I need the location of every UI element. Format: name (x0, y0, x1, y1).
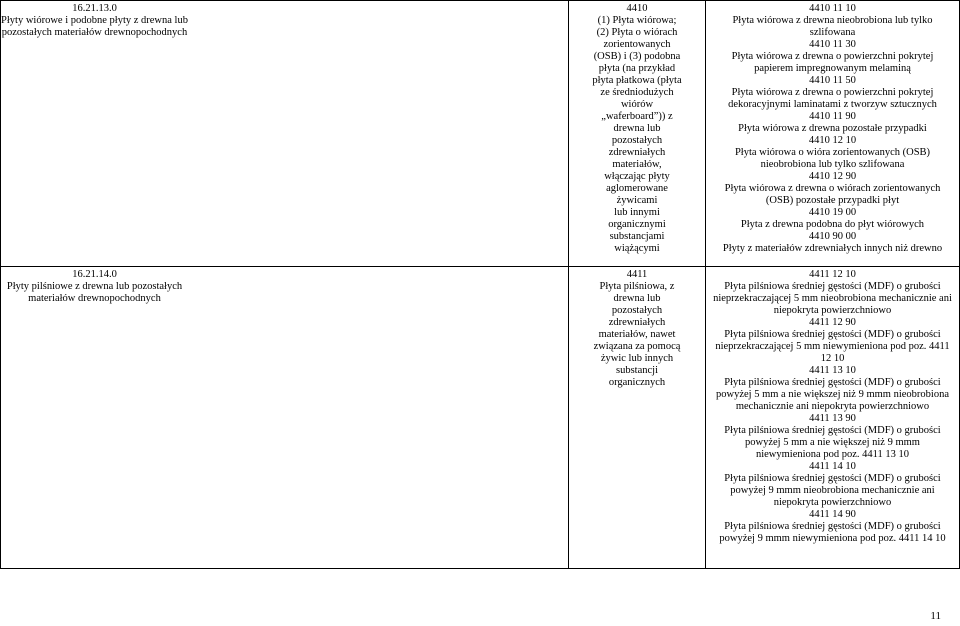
cell-line: papierem impregnowanym melaminą (754, 63, 911, 74)
cell-line: 4410 12 10 (808, 135, 857, 146)
table-row (1, 267, 960, 569)
cell-line: materiałów, (612, 159, 662, 170)
cell-line: płyta (na przykład (598, 63, 676, 74)
cell-line: 4410 11 30 (809, 39, 856, 50)
cell-line: Płyta wiórowa z drewna pozostałe przypadki (738, 123, 927, 134)
cell-line: 16.21.14.0 (72, 269, 117, 280)
cell-line: drewna lub (613, 293, 661, 304)
cell-line: 4411 13 10 (809, 365, 856, 376)
cell-line: 4410 90 00 (808, 231, 857, 242)
cn-code-cell (569, 1, 706, 267)
cell-line: powyżej 5 mm a nie większej niż 9 mmm nieobrobiona (716, 389, 949, 400)
cell-line: 4410 (626, 3, 648, 14)
cell-line: 12 10 (820, 353, 845, 364)
cell-line: 4411 (626, 269, 648, 280)
cell-line: Płyty z materiałów zdrewniałych innych niż drewno (722, 243, 943, 254)
cn-subcodes-cell (706, 1, 960, 267)
cell-line: (1) Płyta wiórowa; (597, 15, 677, 26)
pkwiu-cell (1, 267, 569, 569)
cell-line: związana za pomocą (593, 341, 681, 352)
cell-line: Płyta wiórowa z drewna nieobrobiona lub tylko (732, 15, 933, 26)
cell-line: materiałów drewnopochodnych (28, 293, 161, 304)
cell-line: 4411 14 10 (809, 461, 856, 472)
cell-line: Płyta pilśniowa, z (599, 281, 675, 292)
cell-line: drewna lub (613, 123, 661, 134)
cell-line: lub innymi (614, 207, 660, 218)
cell-line: wiórów (620, 99, 654, 110)
cell-line: wiążącymi (614, 243, 660, 254)
cell-line: Płyta pilśniowa średniej gęstości (MDF) o grubości (724, 473, 941, 484)
pkwiu-cell (1, 1, 569, 267)
cell-line: powyżej 9 mmm nieobrobiona mechanicznie ani (730, 485, 935, 496)
cell-line: substancji (616, 365, 658, 376)
cell-line: 4410 19 00 (808, 207, 857, 218)
cell-line: nieobrobiona lub tylko szlifowana (760, 159, 905, 170)
cell-line: Płyta wiórowa z drewna o powierzchni pokrytej (731, 51, 934, 62)
cell-line: 4410 12 90 (808, 171, 857, 182)
cell-line: substancjami (609, 231, 665, 242)
cn-code-cell (569, 267, 706, 569)
cell-line: 4410 11 90 (809, 111, 856, 122)
cell-line: materiałów, nawet (598, 329, 676, 340)
cell-line: Płyta pilśniowa średniej gęstości (MDF) o grubości (724, 329, 941, 340)
cell-line: aglomerowane (606, 183, 668, 194)
cell-line: żywicami (616, 195, 658, 206)
cell-line: niewymieniona pod poz. 4411 13 10 (755, 449, 909, 460)
cell-line: organicznych (608, 377, 666, 388)
cell-line: dekoracyjnymi laminatami z tworzyw sztucznych (728, 99, 937, 110)
cell-line: 4410 11 50 (809, 75, 856, 86)
cell-line: pozostałych materiałów drewnopochodnych (1, 27, 188, 38)
cn-subcodes-cell (706, 267, 960, 569)
table-row (1, 1, 960, 267)
cell-line: Płyta pilśniowa średniej gęstości (MDF) o grubości (724, 425, 941, 436)
cell-line: nieprzekraczającej 5 mm nieobrobiona mechanicznie ani (713, 293, 952, 304)
cell-line: 4411 14 90 (809, 509, 856, 520)
cell-line: Płyty pilśniowe z drewna lub pozostałych (6, 281, 183, 292)
page-number: 11 (930, 610, 941, 622)
cell-line: nieprzekraczającej 5 mm niewymieniona pod poz. 4411 (715, 341, 950, 352)
cell-line: (OSB) pozostałe przypadki płyt (765, 195, 900, 206)
cell-line: Płyta z drewna podobna do płyt wiórowych (740, 219, 925, 230)
cell-line: Płyta pilśniowa średniej gęstości (MDF) o grubości (724, 377, 941, 388)
cell-line: organicznymi (608, 219, 666, 230)
cell-line: pozostałych (611, 305, 663, 316)
cell-line: niepokryta powierzchniowo (773, 305, 892, 316)
cell-line: powyżej 9 mmm niewymieniona pod poz. 4411 14 10 (719, 533, 946, 544)
cell-line: powyżej 5 mm a nie większej niż 9 mmm (745, 437, 920, 448)
cell-line: 4411 12 90 (809, 317, 856, 328)
cell-line: Płyta wiórowa z drewna o powierzchni pokrytej (731, 87, 934, 98)
cell-line: 4411 12 10 (809, 269, 856, 280)
cell-line: Płyta pilśniowa średniej gęstości (MDF) o grubości (724, 281, 941, 292)
cell-line: włączając płyty (604, 171, 670, 182)
cell-line: ze średniodużych (600, 87, 674, 98)
cell-line: zorientowanych (603, 39, 671, 50)
cell-line: (2) Płyta o wiórach (596, 27, 678, 38)
cell-line: zdrewniałych (608, 317, 666, 328)
cell-line: płyta płatkowa (płyta (592, 75, 682, 86)
cell-line: Płyta wiórowa z drewna o wiórach zorientowanych (724, 183, 941, 194)
cell-line: szlifowana (809, 27, 856, 38)
cell-line: Płyta pilśniowa średniej gęstości (MDF) o grubości (724, 521, 941, 532)
cell-line: 4410 11 10 (809, 3, 856, 14)
cell-line: pozostałych (611, 135, 663, 146)
cell-line: 16.21.13.0 (72, 3, 117, 14)
cell-line: 4411 13 90 (809, 413, 856, 424)
cell-line: zdrewniałych (608, 147, 666, 158)
cell-line: mechanicznie ani niepokryta powierzchniowo (735, 401, 930, 412)
cell-line: niepokryta powierzchniowo (773, 497, 892, 508)
cell-line: (OSB) i (3) podobna (593, 51, 681, 62)
cell-line: Płyty wiórowe i podobne płyty z drewna lub (1, 15, 188, 26)
cell-line: Płyta wiórowa o wióra zorientowanych (OSB) (734, 147, 931, 158)
cell-line: „waferboard”)) z (601, 111, 673, 122)
cell-line: żywic lub innych (600, 353, 674, 364)
